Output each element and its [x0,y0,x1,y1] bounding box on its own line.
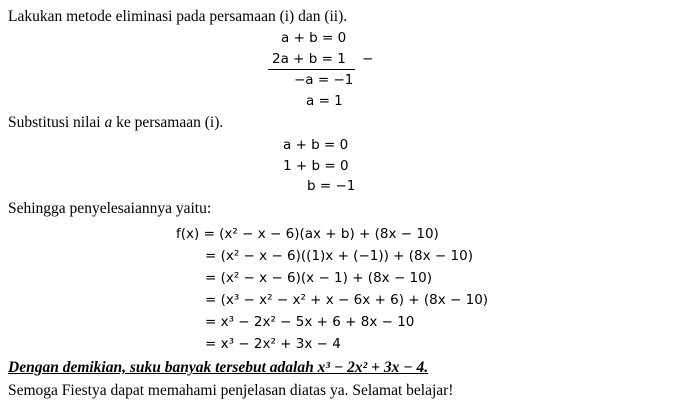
subst-line-2: 1 + b = 0 [283,158,349,174]
elim-result-1: −a = −1 [294,72,354,88]
deriv-line: = (x² − x − 6)(x − 1) + (8x − 10) [205,270,432,286]
elim-operator: − [362,51,374,67]
subst-line-3: b = −1 [307,178,356,194]
deriv-line: = x³ − 2x² + 3x − 4 [205,336,341,352]
deriv-line: = (x³ − x² − x² + x − 6x + 6) + (8x − 10) [205,292,489,308]
deriv-line: = x³ − 2x² − 5x + 6 + 8x − 10 [205,314,415,330]
elim-equation-2: 2a + b = 1 [272,51,346,67]
intro-text: Lakukan metode eliminasi pada persamaan (i) dan (ii). [8,8,348,25]
subst-line-1: a + b = 0 [283,137,349,153]
deriv-line: = (x² − x − 6)((1)x + (−1)) + (8x − 10) [205,248,473,264]
subst-text: Substitusi nilai a ke persamaan (i). [8,114,224,131]
solution-intro: Sehingga penyelesaiannya yaitu: [8,200,212,217]
deriv-line: f(x) = (x² − x − 6)(ax + b) + (8x − 10) [176,226,439,242]
elim-equation-1: a + b = 0 [281,30,347,46]
elim-rule [268,69,355,70]
elim-result-2: a = 1 [306,93,343,109]
conclusion: Dengan demikian, suku banyak tersebut adalah x³ − 2x² + 3x − 4. [8,359,429,376]
closing-text: Semoga Fiestya dapat memahami penjelasan diatas ya. Selamat belajar! [8,382,454,399]
